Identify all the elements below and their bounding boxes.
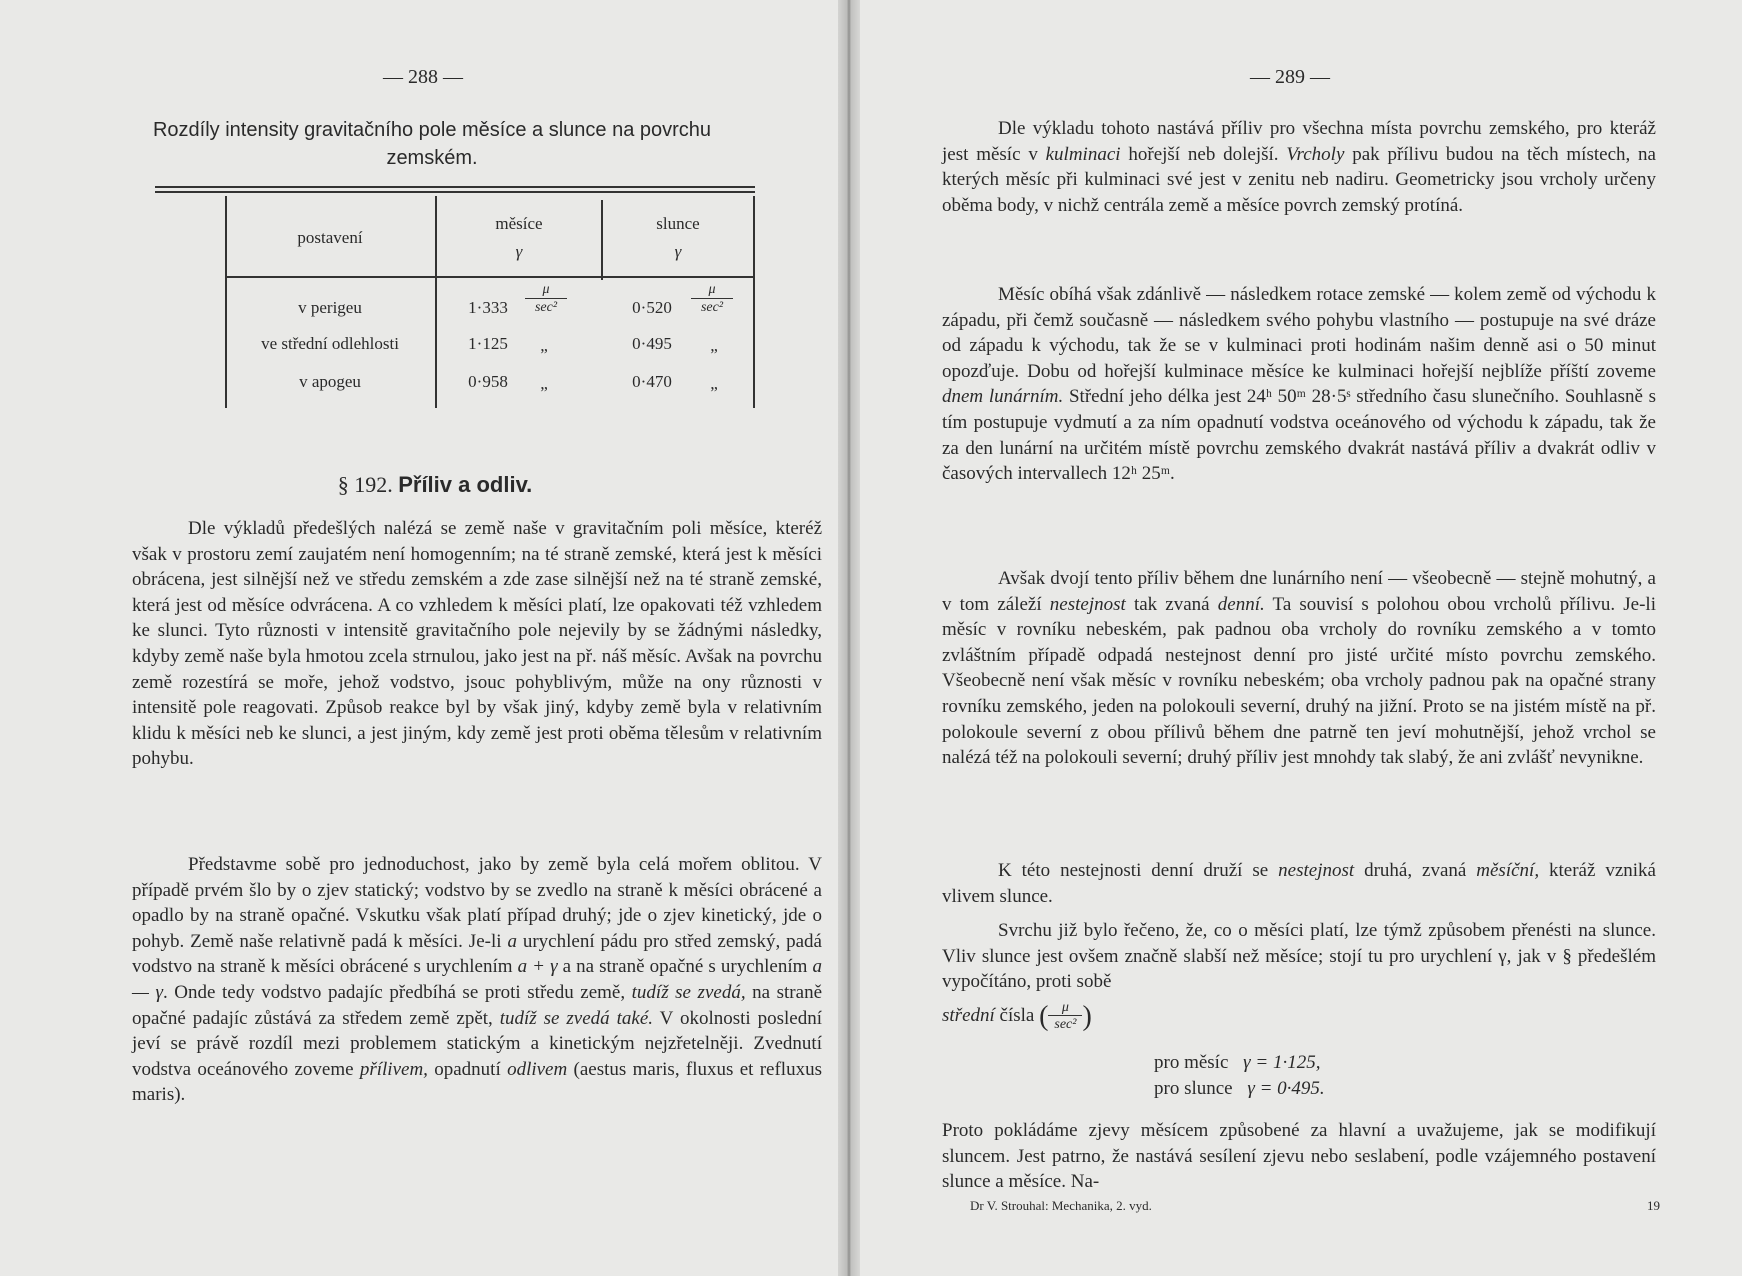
table-title: Rozdíly intensity gravitačního pole měsíce a slunce na povrchu zemském. xyxy=(152,119,712,169)
row-sun-value: 0·495 xyxy=(632,334,672,353)
table-border xyxy=(753,196,755,408)
row-label: v apogeu xyxy=(299,372,361,391)
footer-sheet-number: 19 xyxy=(1647,1198,1660,1213)
header-mesice: měsíce xyxy=(495,214,543,233)
book-gutter xyxy=(838,0,860,1276)
equation-moon xyxy=(1154,1052,1320,1074)
intensity-table xyxy=(185,196,755,408)
unit-denominator: sec² xyxy=(534,300,558,315)
units-line: střední čísla ( μ sec² ) xyxy=(942,1000,1092,1032)
eq-label: pro slunce xyxy=(1154,1078,1233,1099)
paragraph: Měsíc obíhá však zdánlivě — následkem rotace zemské — kolem země od východu k západu, při čemž současně — následkem svého pohybu vlastního — postupuje na své dráze od západu k východu, tak že se v kulminaci proti hodinám našim denně asi o 50 minut opozďuje. Dobu od hořejší kulminace měsíce ke kulminaci hořejší nejblíže příští zoveme dnem lunárním. Střední jeho délka jest 24ʰ 50ᵐ 28·5ˢ středního času slunečního. Souhlasně s tím postupuje vydmutí a za ním opadnutí vodstva oceánového od východu k západu, tak že za den lunární na určitém místě povrchu zemského dvakrát nastává příliv a dvakrát odliv v časových intervallech 12ʰ 25ᵐ. xyxy=(942,284,1657,485)
paragraph: Dle výkladů předešlých nalézá se země naše v gravitačním poli měsíce, kteréž však v prostoru zemí zaujatém není homogenním; na té straně zemské, která jest k měsíci obrácena, jest silnější než ve středu zemském a zde zase silnější než na té straně zemské, která jest od měsíce odvrácena. A co vzhledem k měsíci platí, lze opakovati též vzhledem ke slunci. Tyto různosti v intensitě gravitačního pole nejevily by se žádnými následky, kdyby země naše byla hmotou zcela strnulou, jako jest na př. náš měsíc. Avšak na povrchu země rozestírá se moře, jehož vodstvo, jsouc pohyblivým, může na ony různosti v intensitě pole reagovati. Způsob reakce byl by však jiný, kdyby země byla v relativním klidu k měsíci neb ke slunci, a jest jiným, kdy země jest proti oběma tělesům v relativním pohybu. xyxy=(132,518,822,770)
eq-label: pro měsíc xyxy=(1154,1052,1229,1073)
unit-fraction xyxy=(691,282,733,317)
row-moon-value: 1·125 xyxy=(468,334,508,353)
paragraph: Avšak dvojí tento příliv během dne lunárního není — všeobecně — stejně mohutný, a v tom záleží nestejnost tak zvaná denní. Ta souvisí s polohou obou vrcholů přílivu. Je-li měsíc v rovníku nebeském, pak padnou oba vrcholy do rovníku zemského a v tomto zvláštním případě odpadá nestejnost denní pro jisté určité místo povrchu zemského. Všeobecně není však měsíc v rovníku nebeském; oba vrcholy padnou pak na opačné strany rovníku zemského, jeden na polokouli severní, druhý na jižní. Proto se na jistém místě na př. polokoule severní z obou přílivů během dne patrně ten jeví mohutnější, jehož vrchol se nalézá též na polokouli severní; druhý příliv jest mnohdy tak slabý, že ani zvlášť nevynikne. xyxy=(942,568,1656,769)
section-heading xyxy=(40,472,830,498)
eq-value: γ = 0·495. xyxy=(1247,1078,1325,1099)
equation-sun xyxy=(1154,1078,1325,1100)
page-number-right: — 289 — xyxy=(1250,66,1330,88)
section-title: Příliv a odliv. xyxy=(398,472,533,497)
ditto-mark: „ xyxy=(540,336,548,355)
ditto-mark: „ xyxy=(540,374,548,393)
table-header-rule xyxy=(225,276,755,278)
ditto-mark: „ xyxy=(710,336,718,355)
section-number: § 192. xyxy=(337,472,393,497)
row-sun-value: 0·520 xyxy=(632,298,672,317)
word-stredni: střední xyxy=(942,1004,995,1026)
paragraph: Svrchu již bylo řečeno, že, co o měsíci platí, lze týmž způsobem přenésti na slunce. Vliv slunce jest ovšem značně slabší než měsíce; stojí tu pro urychlení γ, jak v § předešlém vypočítáno, proti sobě xyxy=(942,920,1656,993)
row-moon-value: 0·958 xyxy=(468,372,508,391)
unit-numerator: μ xyxy=(1048,1000,1082,1016)
unit-fraction xyxy=(525,282,567,317)
row-sun-value: 0·470 xyxy=(632,372,672,391)
table-rule xyxy=(155,191,755,193)
row-moon-value: 1·333 xyxy=(468,298,508,317)
right-page xyxy=(880,0,1700,1276)
row-label: ve střední odlehlosti xyxy=(261,334,399,353)
paragraph: Představme sobě pro jednoduchost, jako by země byla celá mořem oblitou. V případě prvém šlo by o zjev statický; vodstvo by se zvedlo na straně k měsíci obrácené a opadlo by na straně opačné. Vskutku však platí případ druhý; jde o zjev kinetický, jde o pohyb. Země naše relativně padá k měsíci. Je-li a urychlení pádu pro střed zemský, padá vodstvo na straně k měsíci obrácené s urychlením a + γ a na straně opačné s urychlením a — γ. Onde tedy vodstvo padajíc předbíhá se proti středu země, tudíž se zvedá, na straně opačné padajíc zůstává za středem země zpět, tudíž se zvedá také. V okolnosti poslední jeví se právě rozdíl mezi problemem statickým a kinetickým nejzřetelněji. Zvednutí vodstva oceánového zoveme přílivem, opadnutí odlivem (aestus maris, fluxus et refluxus maris). xyxy=(132,854,822,1106)
header-slunce: slunce xyxy=(656,214,700,233)
left-page xyxy=(40,0,830,1276)
header-gamma-moon: γ xyxy=(515,242,523,261)
header-postaveni: postavení xyxy=(297,228,363,247)
unit-numerator: μ xyxy=(691,282,733,299)
word-cisla: čísla xyxy=(999,1004,1035,1026)
paragraph: Dle výkladu tohoto nastává příliv pro všechna místa povrchu zemského, pro kteráž jest měsíc v kulminaci hořejší neb dolejší. Vrcholy pak přílivu budou na těch místech, na kterých měsíc při kulminaci své jest v zenitu neb nadiru. Geometricky jsou vrcholy určeny oběma body, v nichž centrála země a měsíce povrch zemský protíná. xyxy=(942,118,1656,216)
table-border xyxy=(601,200,603,280)
eq-value: γ = 1·125, xyxy=(1243,1052,1321,1073)
footer-author: Dr V. Strouhal: Mechanika, 2. vyd. xyxy=(970,1198,1152,1213)
paragraph: K této nestejnosti denní druží se nestejnost druhá, zvaná měsíční, kteráž vzniká vlivem slunce. xyxy=(942,860,1656,907)
unit-numerator: μ xyxy=(525,282,567,299)
unit-denominator: sec² xyxy=(1054,1017,1077,1032)
header-gamma-sun: γ xyxy=(674,242,682,261)
unit-denominator: sec² xyxy=(700,300,724,315)
table-rule xyxy=(155,186,755,188)
ditto-mark: „ xyxy=(710,374,718,393)
page-number-left: — 288 — xyxy=(383,66,463,88)
paragraph: Proto pokládáme zjevy měsícem způsobené za hlavní a uvažujeme, jak se modifikují sluncem. Jest patrno, že nastává sesílení zjevu nebo seslabení, podle vzájemného postavení slunce a měsíce. Na- xyxy=(942,1120,1656,1193)
row-label: v perigeu xyxy=(298,298,362,317)
